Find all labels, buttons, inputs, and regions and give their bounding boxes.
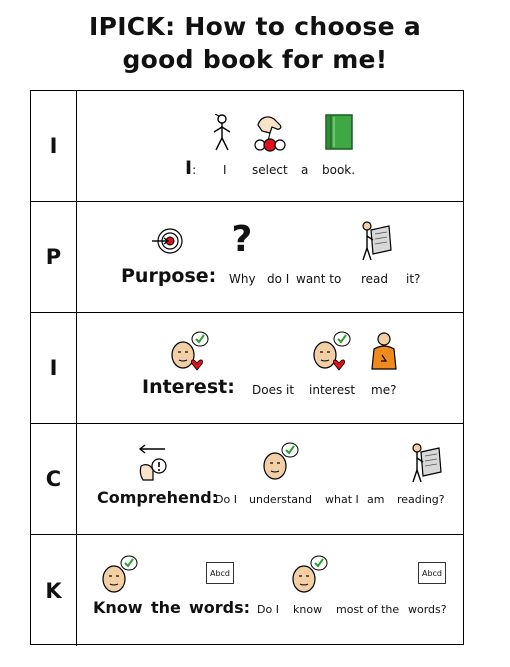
key-word-words: words: <box>189 598 251 617</box>
select-hand-icon <box>250 111 290 153</box>
table-row-i-select <box>31 91 463 202</box>
title-line-1: IPICK: How to choose a <box>88 12 422 41</box>
word-want-to: want to <box>296 272 342 286</box>
face-know-icon-2 <box>289 553 329 595</box>
word-do-i: do I <box>267 272 290 286</box>
word-most-of-the: most of the <box>336 603 400 616</box>
row-content-i-select <box>77 91 463 201</box>
key-word-i-letter: I <box>185 157 193 179</box>
title-line-2: good book for me! <box>122 45 388 74</box>
word-me: me? <box>371 383 397 397</box>
attention-icon <box>131 444 171 484</box>
words-card-label-2: Abcd <box>418 562 446 584</box>
key-word-i-colon: : <box>192 163 197 177</box>
table-row-i-interest <box>31 313 463 424</box>
key-word-i <box>185 157 196 179</box>
word-am: am <box>367 493 385 506</box>
word-i: I <box>223 163 227 177</box>
word-what-i: what I <box>325 493 359 506</box>
word-read: read <box>361 272 389 286</box>
row-letter-k: K <box>31 535 77 646</box>
word-words: words? <box>408 603 447 616</box>
word-do-i-k: Do I <box>257 603 279 616</box>
table-row-c-comprehend <box>31 424 463 535</box>
face-heart-icon <box>167 329 213 373</box>
row-letter-i-interest: I <box>31 313 77 423</box>
word-does-it: Does it <box>252 383 295 397</box>
word-select: select <box>252 163 288 177</box>
face-heart-icon-2 <box>309 329 355 373</box>
row-content-i-interest <box>77 313 463 423</box>
words-card-icon <box>203 557 237 589</box>
word-know: know <box>293 603 323 616</box>
key-word-know: Know <box>93 598 143 617</box>
key-word-interest: Interest: <box>142 376 235 398</box>
reading-person-icon-2 <box>407 442 445 484</box>
word-a: a <box>301 163 309 177</box>
word-interest: interest <box>309 383 356 397</box>
row-content-c-comprehend <box>77 424 463 534</box>
key-word-purpose: Purpose: <box>121 265 217 287</box>
key-word-comprehend: Comprehend: <box>97 488 219 507</box>
row-letter-i: I <box>31 91 77 201</box>
page-title <box>0 10 510 76</box>
table-row-p-purpose <box>31 202 463 313</box>
words-card-label: Abcd <box>206 562 234 584</box>
table-row-k-know-words <box>31 535 463 646</box>
key-word-the: the <box>151 598 181 617</box>
word-reading: reading? <box>397 493 445 506</box>
word-understand: understand <box>249 493 312 506</box>
word-do-i-c: Do I <box>215 493 237 506</box>
face-know-icon <box>99 553 139 595</box>
ipick-table <box>30 90 464 645</box>
question-icon: ? <box>231 219 253 260</box>
row-content-k-know-words <box>77 535 463 646</box>
words-card-icon-2 <box>415 557 449 589</box>
me-person-icon <box>367 331 401 371</box>
word-it: it? <box>406 272 421 286</box>
reading-person-icon <box>357 220 395 262</box>
book-icon <box>322 113 356 151</box>
row-letter-c: C <box>31 424 77 534</box>
face-understand-icon <box>260 440 300 482</box>
word-why: Why <box>229 272 256 286</box>
row-letter-p: P <box>31 202 77 312</box>
person-icon <box>210 113 234 153</box>
row-content-p-purpose <box>77 202 463 312</box>
word-book: book. <box>322 163 356 177</box>
target-icon <box>150 224 184 258</box>
